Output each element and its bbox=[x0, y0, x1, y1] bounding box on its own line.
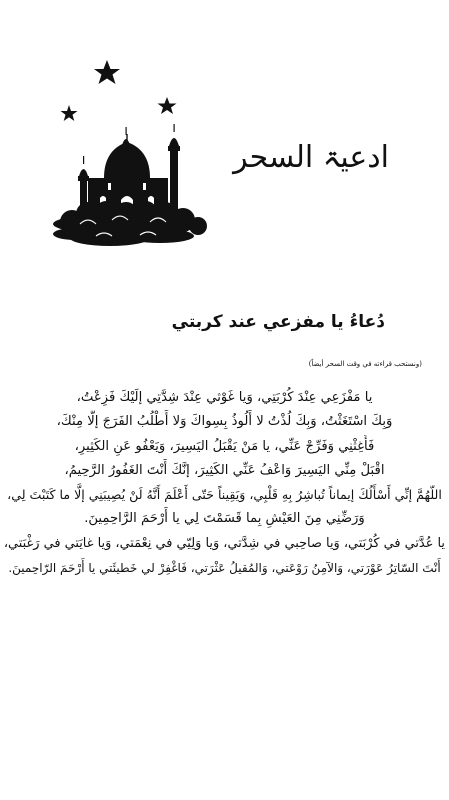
dua-line: وَبِكَ اسْتَغَثْتُ، وَبِكَ لُذْتُ لا أَلُوذُ بِسِواكَ وَلا أَطْلُبُ الفَرَجَ إلَّا مِنْكَ، bbox=[56, 414, 393, 430]
dua-text bbox=[4, 386, 445, 580]
dua-line: اقْبَلْ مِنِّي اليَسِيرَ وَاعْفُ عَنِّي الكَثِيرَ، إنَّكَ أَنْتَ الغَفُورُ الرَّحِيمُ، bbox=[64, 462, 385, 478]
cloud-icon bbox=[53, 201, 207, 246]
star-icon bbox=[158, 97, 177, 114]
dua-line: اللّهُمَّ إنِّي أَسْأَلُكَ إيماناً تُباشِرُ بِهِ قَلْبِي، وَيَقِيناً حَتّى أَعْلَمَ أَنَّهُ لَنْ يُصِيبَنِي إلَّا ما كَتَبْتَ لِي، bbox=[7, 487, 442, 503]
dua-title: دُعاءُ يا مفزعي عند كربتي bbox=[171, 312, 385, 332]
header-title: ادعيۃ السحر bbox=[233, 140, 389, 175]
dua-line: أَنْتَ السّاتِرُ عَوْرَتي، وَالآمِنُ رَوْعَتي، وَالمُقيلُ عَثْرَتي، فَاغْفِرْ لي خَطيئَتي يا أَرْحَمَ الرّاحِمينَ. bbox=[8, 561, 441, 576]
ramadan-emblem bbox=[0, 0, 449, 260]
dua-line: فَأَغِثْنِي وَفَرِّجْ عَنِّي، يا مَنْ يَقْبَلُ اليَسِيرَ، وَيَعْفُو عَنِ الكَثِيرِ، bbox=[74, 438, 375, 454]
star-icon bbox=[94, 60, 120, 84]
star-icon bbox=[61, 105, 78, 121]
dua-line: يا مَفْزَعِي عِنْدَ كُرْبَتِي، وَيا غَوْثي عِنْدَ شِدَّتِي إلَيْكَ فَزِعْتُ، bbox=[76, 390, 373, 405]
dua-line: وَرَضِّنِي مِنَ العَيْشِ بِما قَسَمْتَ لِي يا أَرْحَمَ الرَّاحِمِينَ. bbox=[84, 511, 365, 527]
dua-line: يا عُدَّتي في كُرْبَتي، وَيا صاحِبي في شِدَّتي، وَيا وَلِيّي في نِعْمَتي، وَيا غايَتي في رَغْبَتي، bbox=[4, 535, 445, 551]
dua-note: (ونستحب قراءته في وقت السحر أيضاً) bbox=[308, 360, 422, 368]
